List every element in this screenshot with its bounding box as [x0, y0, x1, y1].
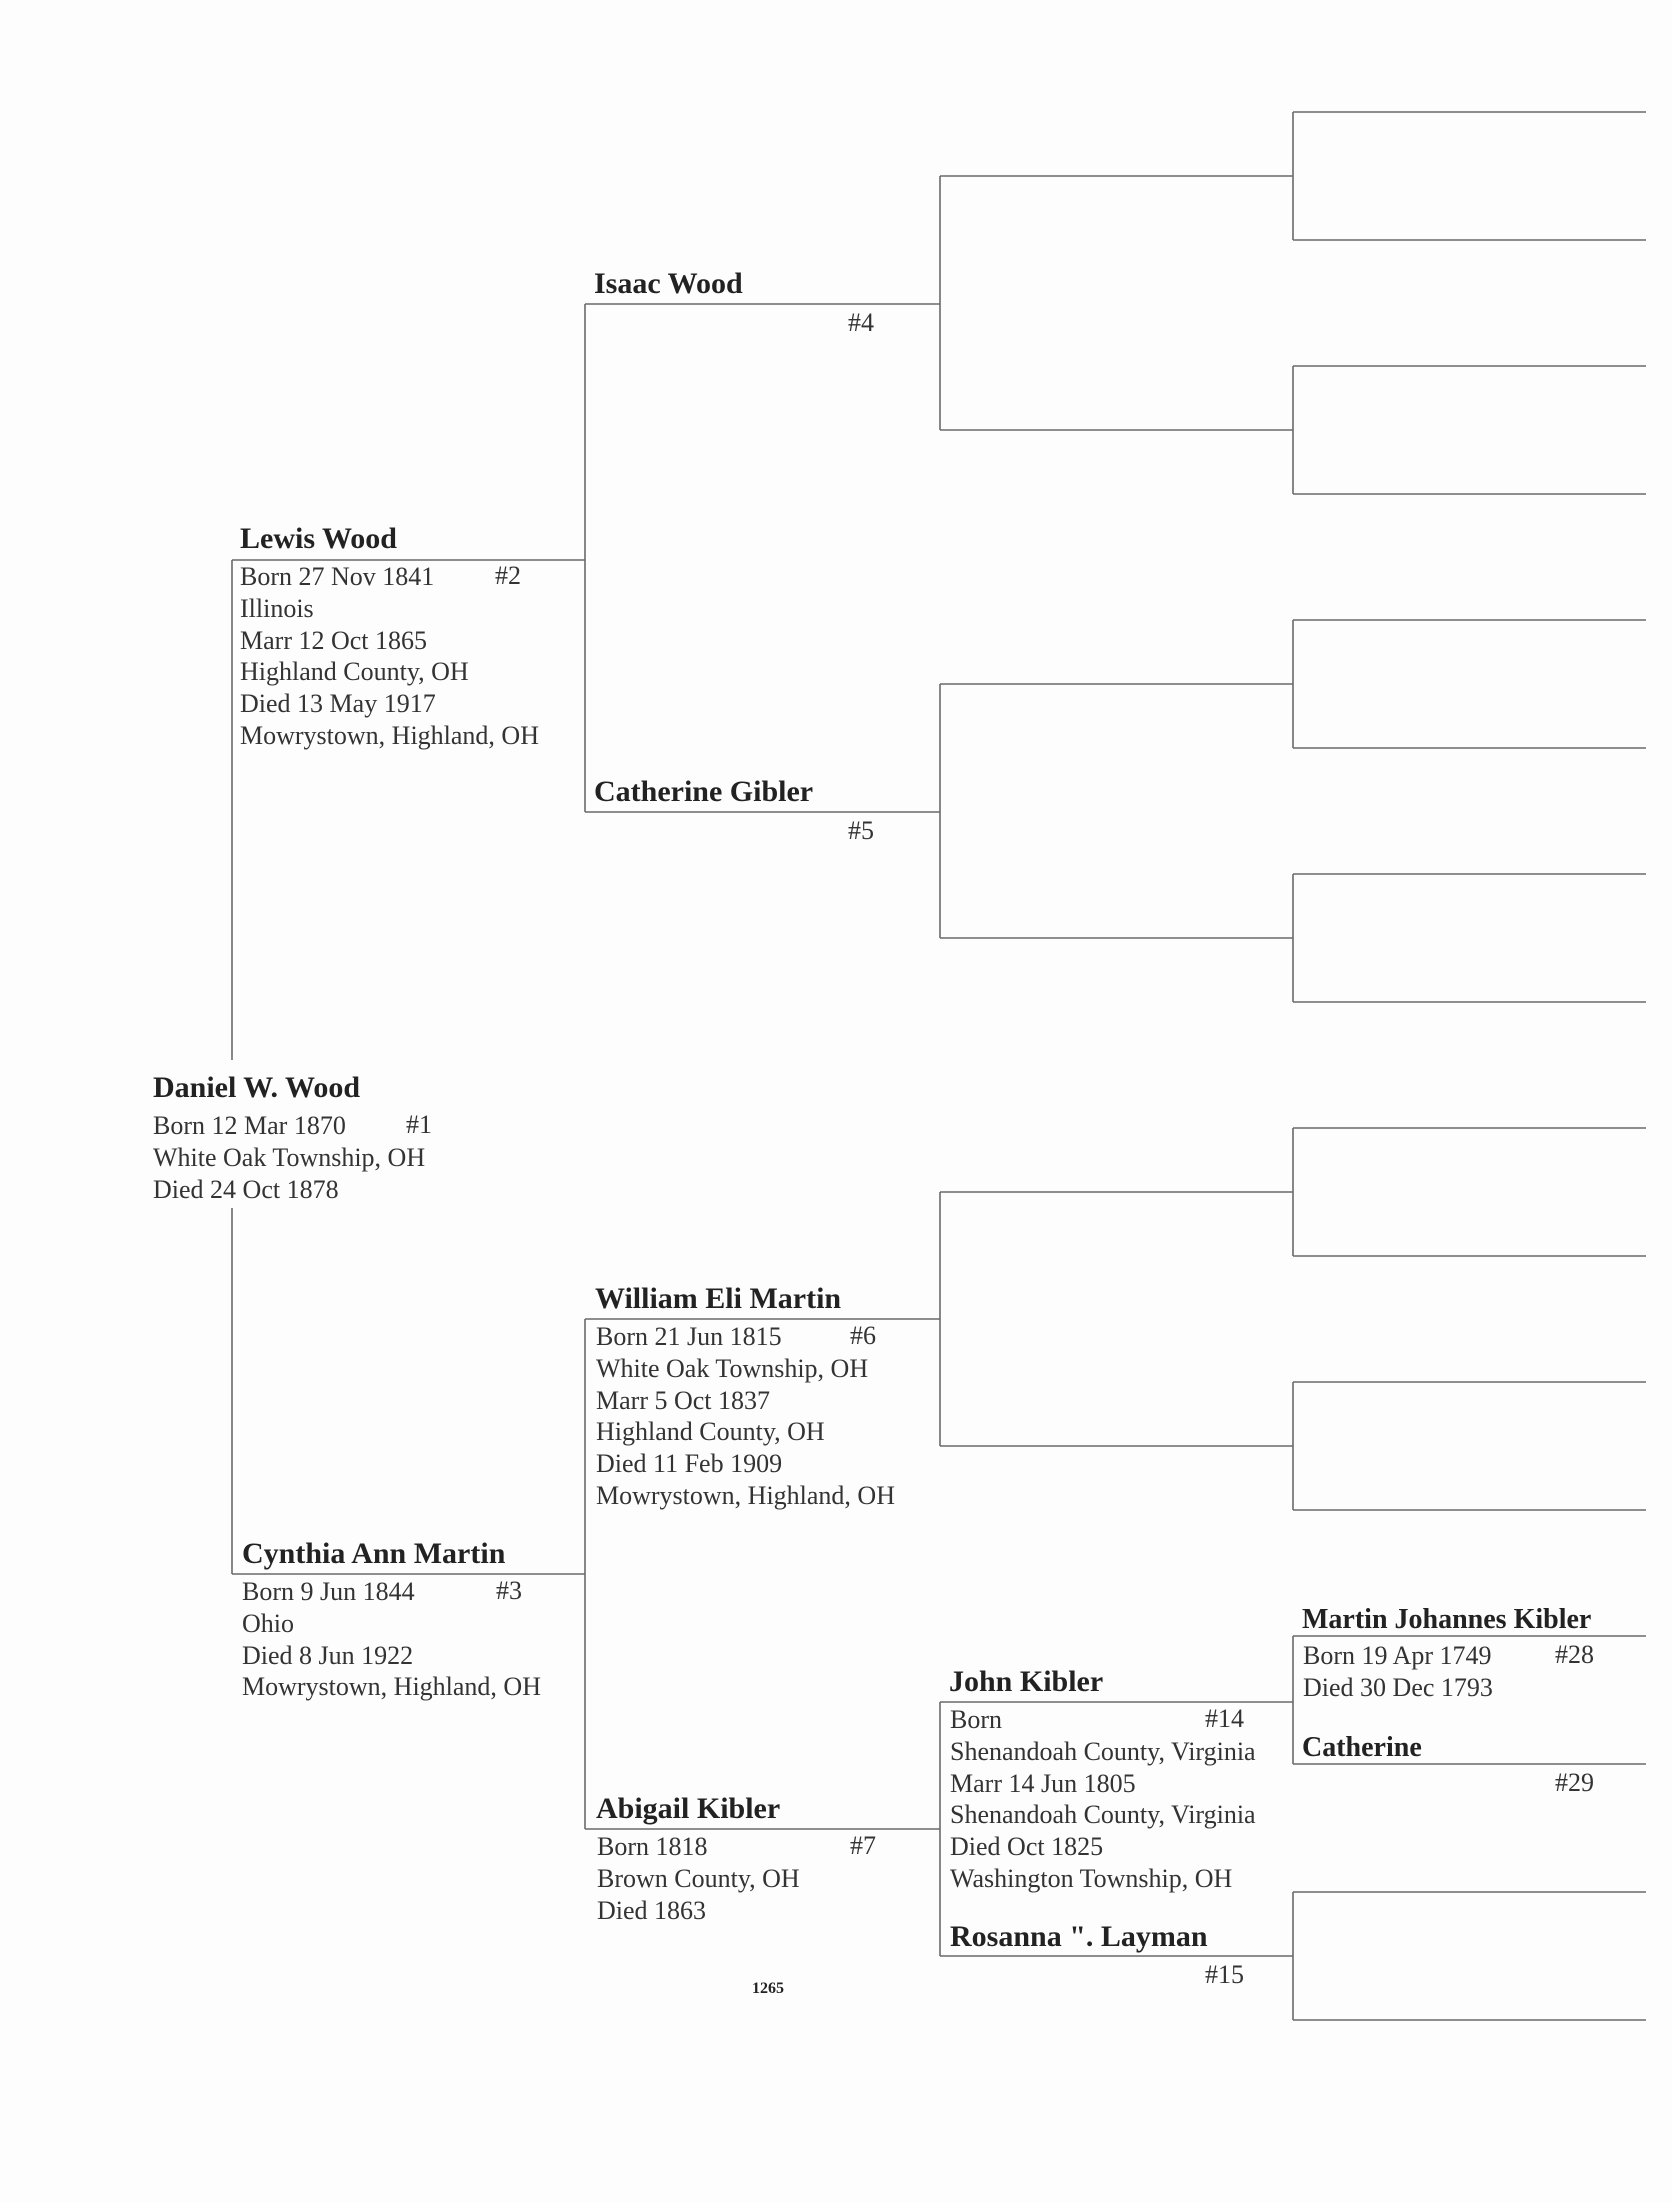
- detail-line: Died 8 Jun 1922: [242, 1640, 414, 1670]
- detail-line: White Oak Township, OH: [596, 1353, 869, 1383]
- person-details-7: [597, 1831, 800, 1926]
- person-number-14: #14: [1205, 1704, 1244, 1733]
- detail-line: Mowrystown, Highland, OH: [242, 1672, 541, 1702]
- detail-line: Shenandoah County, Virginia: [950, 1800, 1256, 1830]
- person-number-29: #29: [1555, 1768, 1594, 1797]
- person-details-28: [1303, 1640, 1493, 1704]
- person-name-6: William Eli Martin: [595, 1282, 842, 1315]
- person-name-1: Daniel W. Wood: [153, 1071, 361, 1104]
- detail-line: Born 9 Jun 1844: [242, 1577, 415, 1606]
- person-number-4: #4: [848, 308, 874, 337]
- detail-line: Died 1863: [597, 1895, 707, 1925]
- detail-line: Mowrystown, Highland, OH: [596, 1480, 895, 1510]
- person-name-3: Cynthia Ann Martin: [242, 1537, 506, 1570]
- person-name-29: Catherine: [1302, 1732, 1422, 1763]
- detail-line: White Oak Township, OH: [153, 1142, 426, 1172]
- detail-line: Born 27 Nov 1841: [240, 562, 435, 591]
- person-name-15: Rosanna ". Layman: [950, 1920, 1208, 1953]
- person-name-7: Abigail Kibler: [596, 1792, 781, 1825]
- detail-line: Highland County, OH: [596, 1417, 825, 1447]
- detail-line: Died 30 Dec 1793: [1303, 1672, 1493, 1702]
- detail-line: Died 24 Oct 1878: [153, 1174, 339, 1204]
- detail-line: Marr 12 Oct 1865: [240, 625, 428, 655]
- person-name-2: Lewis Wood: [240, 522, 397, 555]
- detail-line: Highland County, OH: [240, 657, 469, 687]
- detail-line: Mowrystown, Highland, OH: [240, 720, 539, 750]
- detail-line: Marr 5 Oct 1837: [596, 1385, 771, 1415]
- detail-line: Brown County, OH: [597, 1863, 800, 1893]
- detail-line: Marr 14 Jun 1805: [950, 1768, 1136, 1798]
- detail-line: Born 19 Apr 1749: [1303, 1641, 1492, 1670]
- detail-line: Born: [950, 1705, 1002, 1734]
- detail-line: Died 11 Feb 1909: [596, 1449, 783, 1479]
- person-number-28: #28: [1555, 1640, 1594, 1669]
- detail-line: Born 21 Jun 1815: [596, 1322, 782, 1351]
- person-number-2: #2: [495, 561, 521, 590]
- person-number-15: #15: [1205, 1960, 1244, 1989]
- detail-line: Died 13 May 1917: [240, 689, 436, 719]
- person-name-14: John Kibler: [949, 1665, 1104, 1698]
- detail-line: Born 1818: [597, 1832, 708, 1861]
- person-number-3: #3: [496, 1576, 522, 1605]
- person-number-5: #5: [848, 816, 874, 845]
- page-number: 1265: [752, 1980, 784, 1997]
- detail-line: Ohio: [242, 1608, 294, 1638]
- detail-line: Died Oct 1825: [950, 1832, 1104, 1862]
- person-name-4: Isaac Wood: [594, 267, 743, 300]
- person-name-28: Martin Johannes Kibler: [1302, 1604, 1592, 1635]
- detail-line: Born 12 Mar 1870: [153, 1111, 346, 1140]
- detail-line: Illinois: [240, 593, 314, 623]
- person-number-1: #1: [406, 1110, 432, 1139]
- person-details-1: [153, 1110, 425, 1205]
- person-name-5: Catherine Gibler: [594, 775, 814, 808]
- person-number-6: #6: [850, 1321, 876, 1350]
- person-number-7: #7: [850, 1831, 876, 1860]
- detail-line: Washington Township, OH: [950, 1863, 1233, 1893]
- detail-line: Shenandoah County, Virginia: [950, 1736, 1256, 1766]
